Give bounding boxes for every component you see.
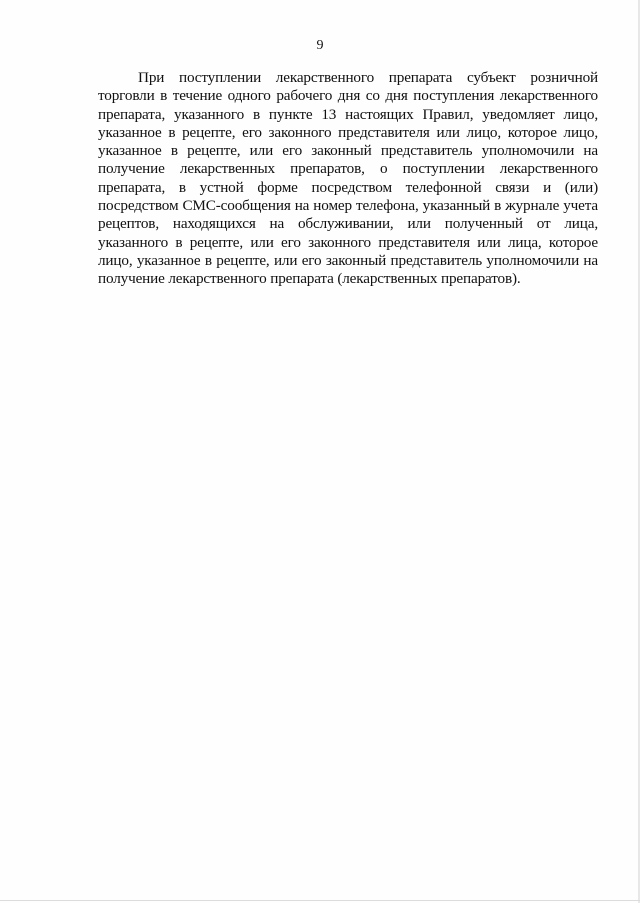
page-number: 9 — [316, 38, 324, 53]
body-paragraph: При поступлении лекарственного препарата субъект розничной торговли в течение одного рабочего дня со дня поступления лекарственного препарата, указанного в пункте 13 настоящих Правил, уведомляет лицо, указанное в рецепте, его законного представителя или лицо, которое лицо, указанное в рецепте, или его законный представитель уполномочили на получение лекарственных препаратов, о поступлении лекарственного препарата, в устной форме посредством телефонной связи и (или) посредством СМС-сообщения на номер телефона, указанный в журнале учета рецептов, находящихся на обслуживании, или полученный от лица, указанного в рецепте, или его законного представителя или лица, которое лицо, указанное в рецепте, или его законный представитель уполномочили на получение лекарственного препарата (лекарственных препаратов). — [98, 69, 598, 288]
scan-edge-bottom — [0, 900, 640, 901]
